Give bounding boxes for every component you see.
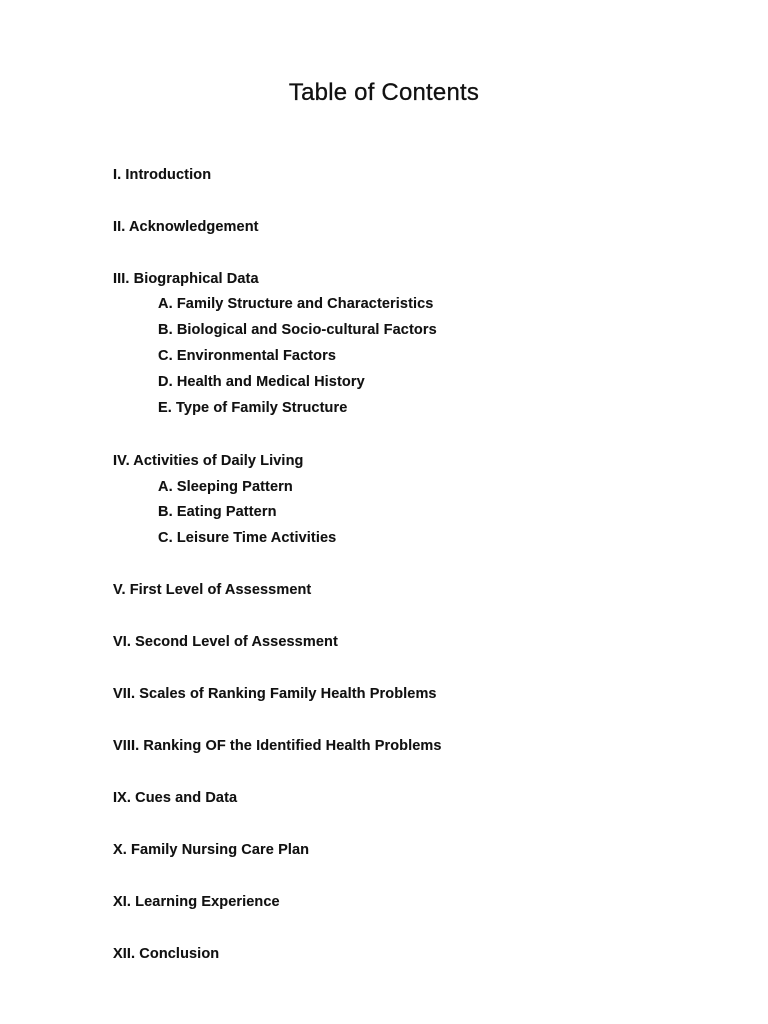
toc-entry-second-assessment: VI. Second Level of Assessment: [113, 634, 338, 650]
toc-entry-ranking-scales: VII. Scales of Ranking Family Health Problems: [113, 686, 437, 702]
toc-subentry-eating-pattern: B. Eating Pattern: [158, 504, 277, 520]
toc-entry-care-plan: X. Family Nursing Care Plan: [113, 842, 310, 858]
toc-entry-ranking-problems: VIII. Ranking OF the Identified Health Problems: [113, 738, 442, 754]
toc-subentry-environmental-factors: C. Environmental Factors: [158, 348, 337, 364]
toc-subentry-family-structure: A. Family Structure and Characteristics: [158, 296, 434, 312]
toc-subentry-health-history: D. Health and Medical History: [158, 374, 365, 390]
page-title: Table of Contents: [288, 79, 480, 106]
toc-entry-first-assessment: V. First Level of Assessment: [113, 582, 312, 598]
toc-entry-learning-experience: XI. Learning Experience: [113, 894, 280, 910]
toc-entry-biographical-data: III. Biographical Data: [113, 271, 259, 287]
toc-subentry-biological-factors: B. Biological and Socio-cultural Factors: [158, 322, 437, 338]
toc-entry-introduction: I. Introduction: [113, 167, 212, 183]
toc-entry-acknowledgement: II. Acknowledgement: [113, 219, 259, 235]
toc-subentry-leisure-activities: C. Leisure Time Activities: [158, 530, 337, 546]
toc-entry-daily-living: IV. Activities of Daily Living: [113, 453, 304, 469]
toc-subentry-sleeping-pattern: A. Sleeping Pattern: [158, 479, 293, 495]
toc-subentry-family-type: E. Type of Family Structure: [158, 400, 348, 416]
toc-entry-cues-data: IX. Cues and Data: [113, 790, 238, 806]
toc-entry-conclusion: XII. Conclusion: [113, 946, 220, 962]
